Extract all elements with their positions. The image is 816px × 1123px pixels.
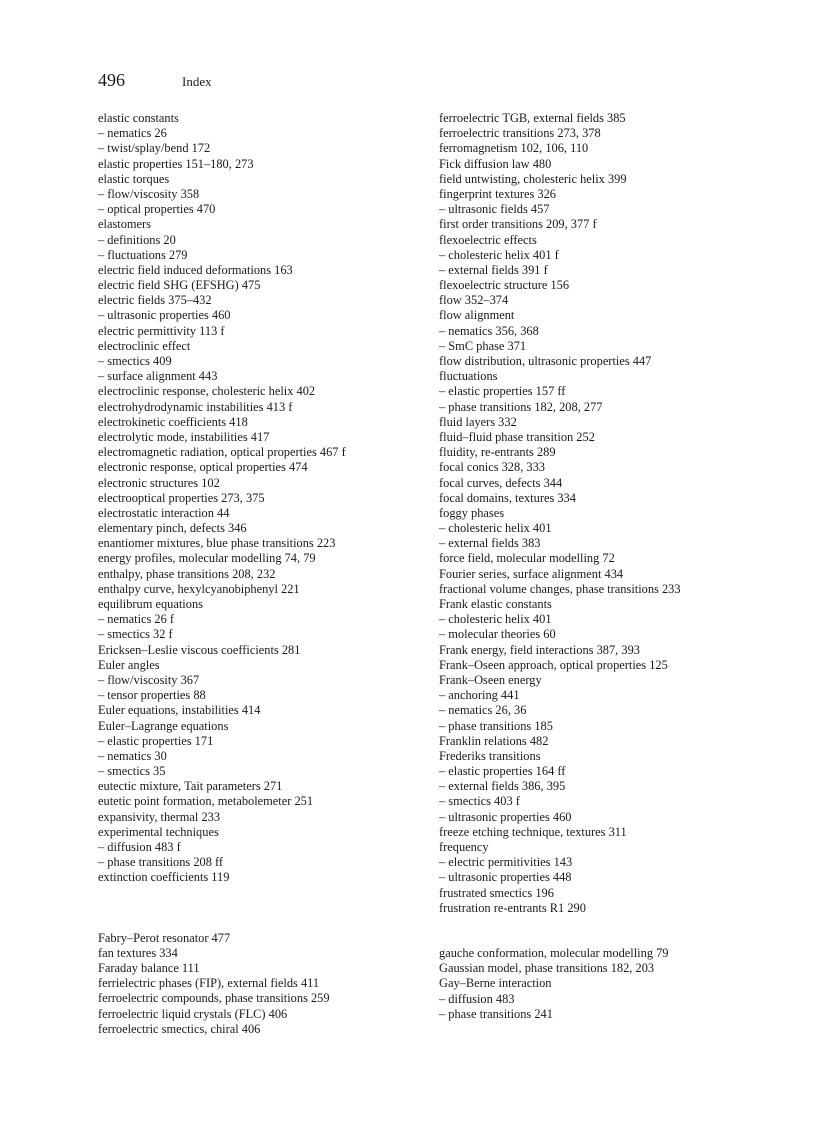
index-entry: Frank–Oseen approach, optical properties 125	[439, 657, 668, 672]
index-entry: Euler angles	[98, 657, 160, 672]
index-section-g	[439, 946, 759, 1022]
index-entry: fluid–fluid phase transition 252	[439, 429, 595, 444]
index-entry: electronic structures 102	[98, 475, 220, 490]
index-entry: gauche conformation, molecular modelling 79	[439, 945, 669, 960]
index-entry: electric permittivity 113 f	[98, 323, 225, 338]
index-entry: – phase transitions 182, 208, 277	[439, 399, 603, 414]
index-entry: fractional volume changes, phase transitions 233	[439, 581, 681, 596]
index-entry: – ultrasonic properties 460	[98, 308, 231, 323]
index-entry: electric field SHG (EFSHG) 475	[98, 278, 261, 293]
index-entry: ferrielectric phases (FIP), external fields 411	[98, 976, 320, 991]
index-entry: electrokinetic coefficients 418	[98, 414, 248, 429]
index-entry: – diffusion 483	[439, 991, 515, 1006]
index-entry: elastic constants	[98, 111, 179, 125]
index-entry: electrooptical properties 273, 375	[98, 490, 265, 505]
index-entry: fan textures 334	[98, 945, 178, 960]
index-entry: – nematics 26	[98, 126, 167, 141]
index-entry: freeze etching technique, textures 311	[439, 824, 627, 839]
index-section-e	[98, 111, 418, 886]
index-entry: ferroelectric compounds, phase transitions 259	[98, 991, 330, 1006]
index-entry: – external fields 383	[439, 536, 541, 551]
index-entry: – external fields 391 f	[439, 262, 548, 277]
index-entry: ferroelectric TGB, external fields 385	[439, 111, 626, 125]
page-number: 496	[98, 70, 125, 90]
index-entry: – nematics 26, 36	[439, 703, 527, 718]
index-entry: – phase transitions 241	[439, 1006, 553, 1021]
index-entry: electronic response, optical properties 474	[98, 460, 308, 475]
index-entry: ferroelectric liquid crystals (FLC) 406	[98, 1006, 288, 1021]
index-entry: electric fields 375–432	[98, 293, 212, 308]
index-entry: enthalpy curve, hexylcyanobiphenyl 221	[98, 581, 300, 596]
index-entry: – fluctuations 279	[98, 247, 188, 262]
index-entry: expansivity, thermal 233	[98, 809, 221, 824]
index-entry: Fourier series, surface alignment 434	[439, 566, 624, 581]
index-entry: focal curves, defects 344	[439, 475, 563, 490]
index-entry: – phase transitions 208 ff	[98, 855, 224, 870]
index-entry: – cholesteric helix 401	[439, 612, 552, 627]
index-entry: Frank elastic constants	[439, 597, 552, 611]
index-entry: – smectics 409	[98, 354, 172, 368]
index-entry: fluid layers 332	[439, 414, 517, 429]
index-entry: flow 352–374	[439, 293, 509, 308]
index-entry: elastic properties 151–180, 273	[98, 156, 254, 171]
index-entry: frustration re-entrants R1 290	[439, 900, 586, 915]
index-entry: focal conics 328, 333	[439, 460, 545, 475]
index-entry: – elastic properties 157 ff	[439, 384, 566, 399]
index-entry: experimental techniques	[98, 824, 219, 839]
index-entry: fluidity, re-entrants 289	[439, 445, 556, 460]
index-entry: Frank energy, field interactions 387, 393	[439, 642, 640, 657]
index-entry: eutectic mixture, Tait parameters 271	[98, 779, 283, 794]
index-entry: electroclinic effect	[98, 338, 191, 353]
index-entry: frustrated smectics 196	[439, 885, 554, 900]
index-entry: electrolytic mode, instabilities 417	[98, 429, 270, 444]
index-entry: Frank–Oseen energy	[439, 672, 542, 687]
index-entry: – diffusion 483 f	[98, 840, 181, 854]
index-entry: – definitions 20	[98, 232, 176, 247]
index-entry: – smectics 35	[98, 764, 166, 779]
index-entry: – ultrasonic properties 460	[439, 809, 572, 824]
index-entry: enthalpy, phase transitions 208, 232	[98, 566, 276, 581]
index-entry: ferromagnetism 102, 106, 110	[439, 141, 589, 156]
index-entry: – flow/viscosity 367	[98, 672, 200, 687]
index-entry: focal domains, textures 334	[439, 490, 576, 505]
index-column-right	[439, 111, 759, 1022]
index-entry: flexoelectric effects	[439, 232, 537, 247]
index-entry: Fabry–Perot resonator 477	[98, 930, 231, 945]
section-gap	[439, 916, 759, 946]
index-entry: – nematics 30	[98, 748, 167, 763]
section-gap	[98, 886, 418, 931]
index-entry: – nematics 356, 368	[439, 323, 539, 338]
index-entry: foggy phases	[439, 505, 505, 520]
index-entry: Franklin relations 482	[439, 733, 549, 748]
index-entry: – ultrasonic fields 457	[439, 202, 550, 217]
index-entry: Faraday balance 111	[98, 960, 200, 975]
index-section-f-continued	[439, 111, 759, 916]
index-entry: enantiomer mixtures, blue phase transitions 223	[98, 536, 336, 551]
index-column-left	[98, 111, 418, 1037]
index-entry: – smectics 403 f	[439, 794, 520, 809]
index-section-f	[98, 931, 418, 1037]
index-entry: electric field induced deformations 163	[98, 262, 293, 277]
index-entry: Gaussian model, phase transitions 182, 203	[439, 961, 655, 976]
index-entry: extinction coefficients 119	[98, 870, 230, 885]
index-entry: energy profiles, molecular modelling 74, 79	[98, 551, 316, 566]
index-entry: – nematics 26 f	[98, 612, 175, 627]
index-entry: – molecular theories 60	[439, 627, 556, 642]
index-entry: electromagnetic radiation, optical properties 467 f	[98, 445, 346, 460]
index-entry: – cholesteric helix 401 f	[439, 247, 559, 262]
index-entry: – elastic properties 171	[98, 733, 214, 748]
index-entry: flow distribution, ultrasonic properties 447	[439, 354, 652, 368]
index-entry: Euler–Lagrange equations	[98, 718, 229, 733]
index-entry: field untwisting, cholesteric helix 399	[439, 171, 627, 186]
index-entry: – flow/viscosity 358	[98, 186, 200, 201]
index-entry: elastomers	[98, 217, 151, 232]
index-entry: – elastic properties 164 ff	[439, 764, 566, 779]
index-entry: electrostatic interaction 44	[98, 505, 230, 520]
index-entry: – anchoring 441	[439, 688, 520, 703]
index-entry: – surface alignment 443	[98, 369, 218, 384]
index-entry: – smectics 32 f	[98, 627, 173, 642]
index-entry: electrohydrodynamic instabilities 413 f	[98, 399, 293, 414]
index-entry: ferroelectric transitions 273, 378	[439, 126, 601, 141]
index-entry: flexoelectric structure 156	[439, 278, 570, 293]
index-entry: – external fields 386, 395	[439, 779, 566, 794]
index-entry: Euler equations, instabilities 414	[98, 703, 261, 718]
index-entry: flow alignment	[439, 308, 515, 323]
index-entry: – twist/splay/bend 172	[98, 141, 211, 156]
index-entry: ferroelectric smectics, chiral 406	[98, 1021, 261, 1036]
index-entry: first order transitions 209, 377 f	[439, 217, 597, 232]
index-entry: Ericksen–Leslie viscous coefficients 281	[98, 642, 301, 657]
index-entry: – electric permitivities 143	[439, 855, 573, 870]
index-entry: equilibrum equations	[98, 597, 203, 611]
index-entry: eutetic point formation, metabolemeter 251	[98, 794, 314, 809]
index-entry: electroclinic response, cholesteric helix 402	[98, 384, 316, 399]
index-entry: force field, molecular modelling 72	[439, 551, 615, 566]
index-entry: – phase transitions 185	[439, 718, 553, 733]
index-entry: – SmC phase 371	[439, 338, 527, 353]
index-entry: fingerprint textures 326	[439, 186, 556, 201]
running-title: Index	[182, 74, 212, 89]
index-entry: Frederiks transitions	[439, 748, 541, 763]
index-entry: – ultrasonic properties 448	[439, 870, 572, 885]
index-entry: fluctuations	[439, 369, 498, 384]
index-entry: – cholesteric helix 401	[439, 521, 552, 536]
index-entry: Fick diffusion law 480	[439, 156, 552, 171]
index-entry: – tensor properties 88	[98, 688, 206, 703]
index-entry: frequency	[439, 840, 489, 854]
index-entry: elastic torques	[98, 171, 170, 186]
index-entry: Gay–Berne interaction	[439, 976, 552, 991]
index-entry: elementary pinch, defects 346	[98, 521, 247, 536]
index-entry: – optical properties 470	[98, 202, 216, 217]
